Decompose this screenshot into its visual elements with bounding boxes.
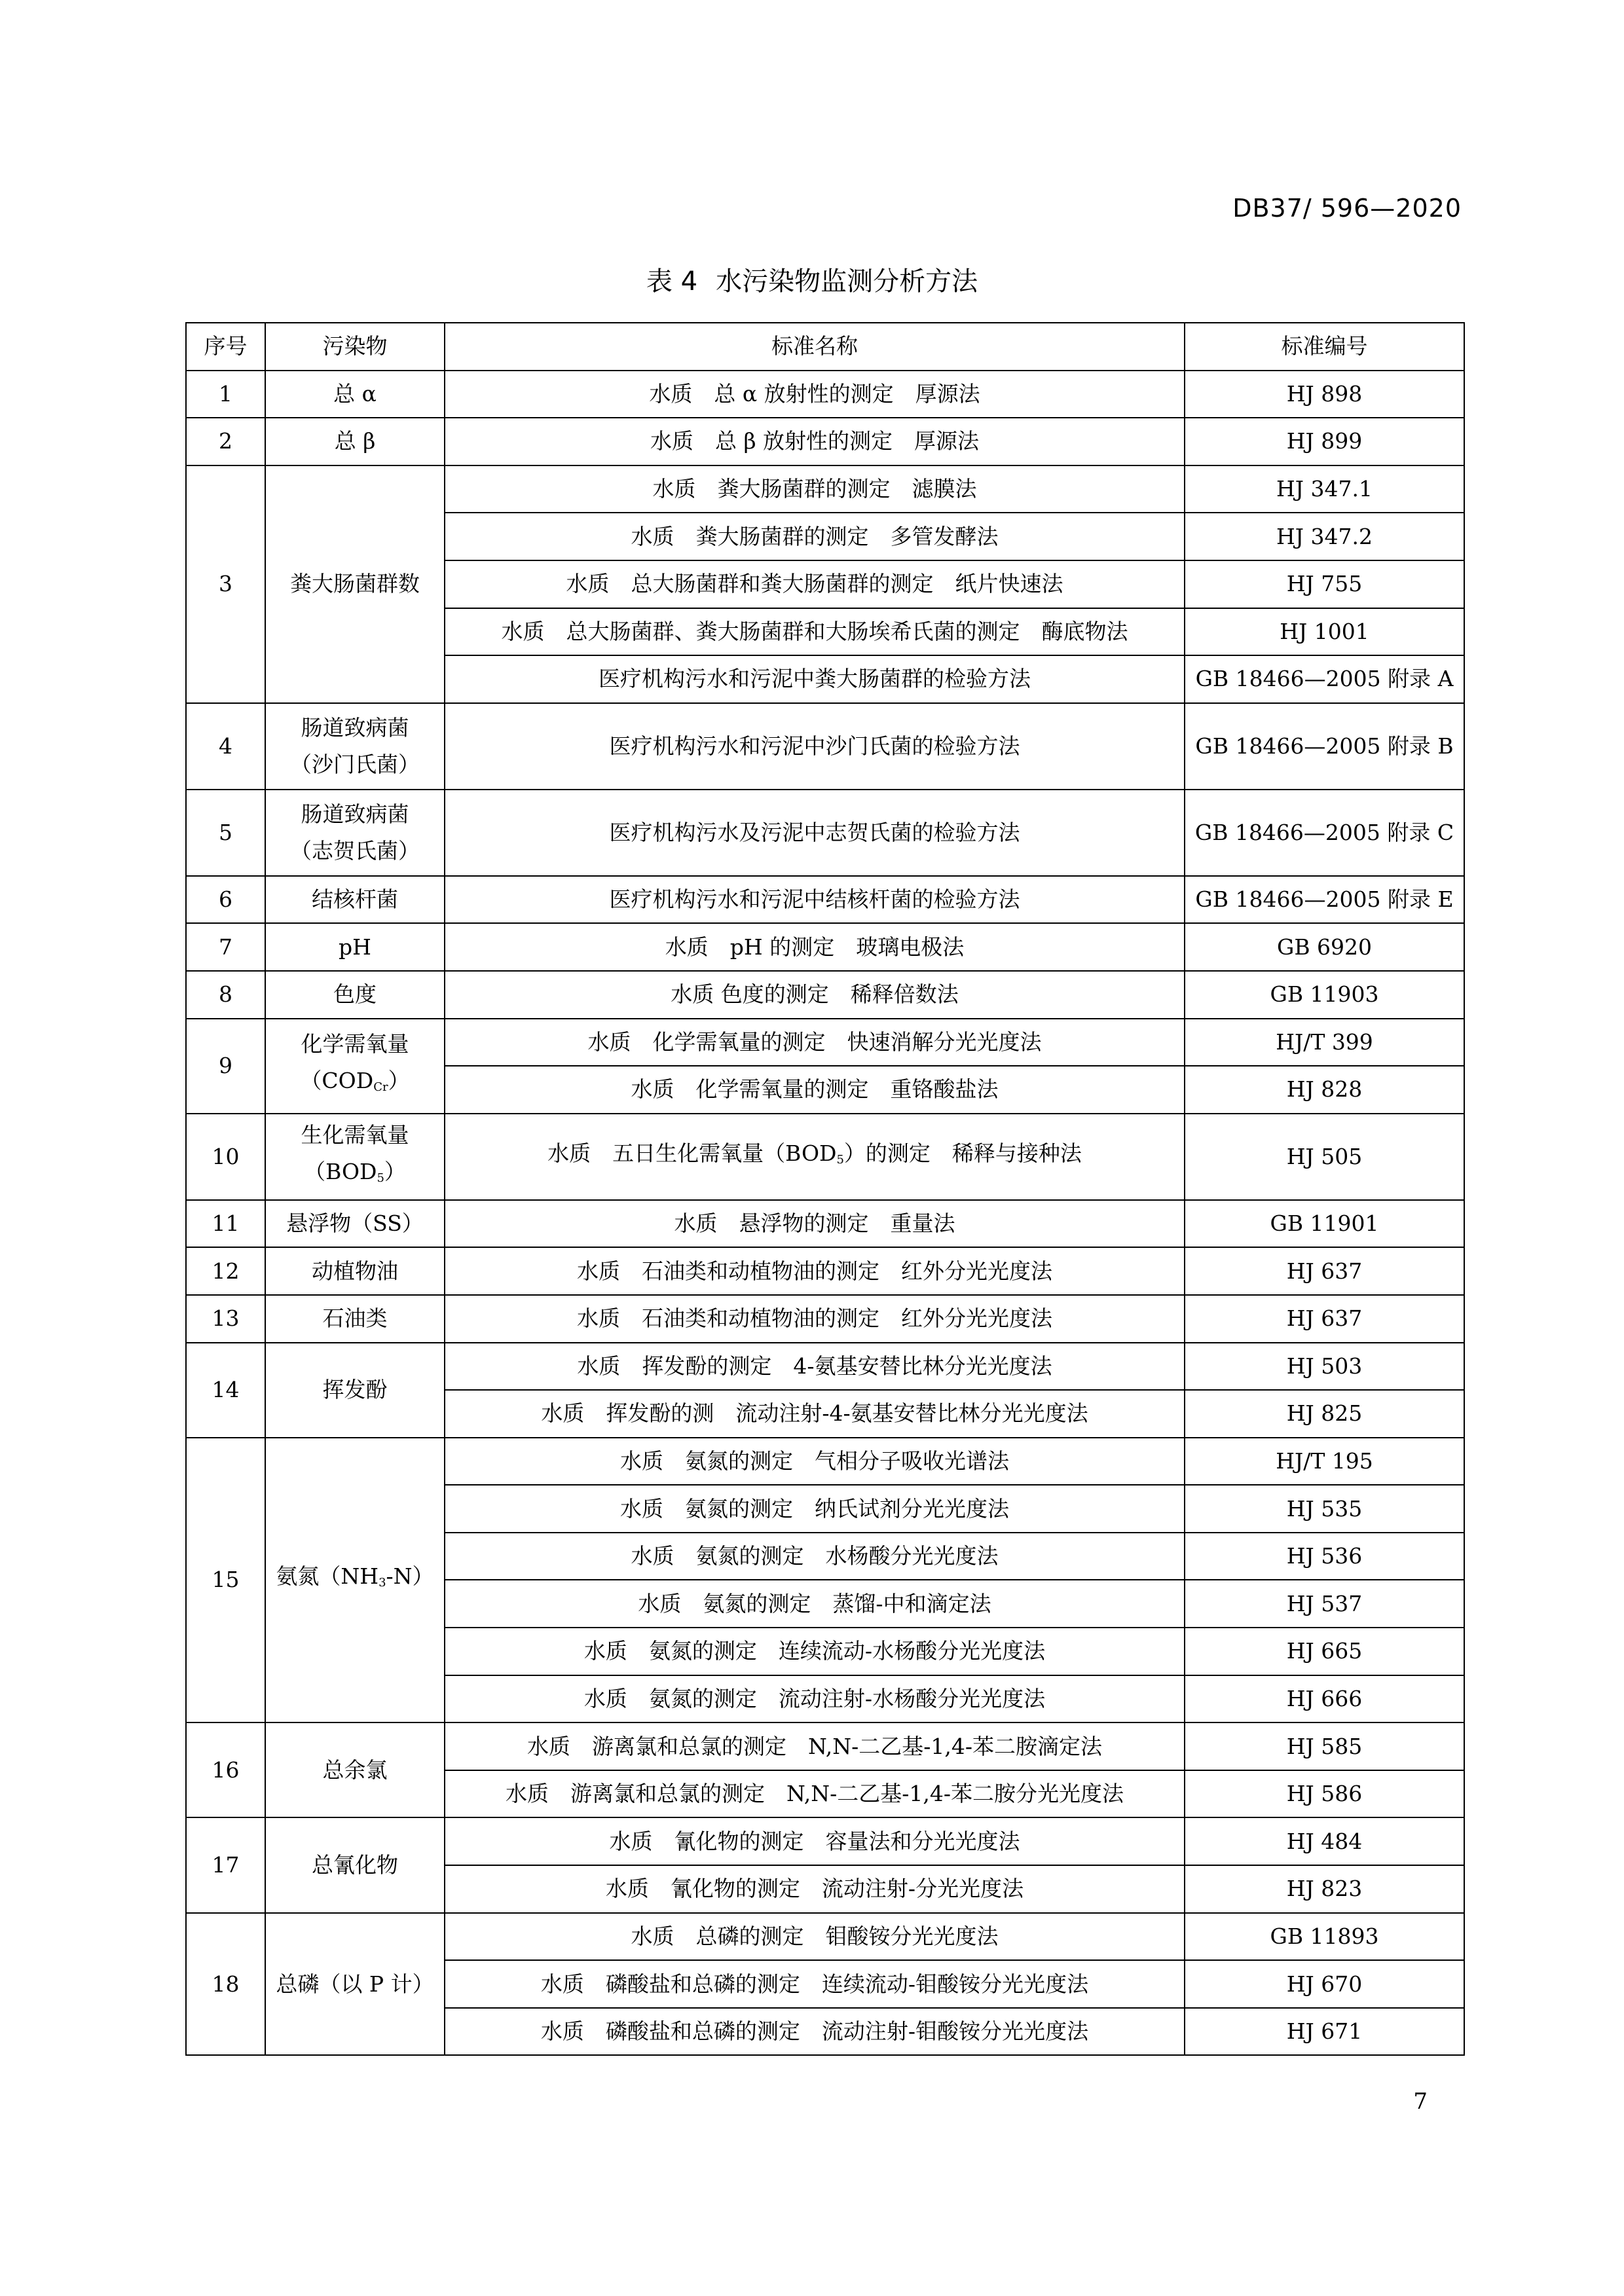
pollutant-cell: 色度: [265, 971, 445, 1019]
pollutant-cell: [265, 1438, 445, 1723]
standard-name-cell: 水质 悬浮物的测定 重量法: [445, 1200, 1185, 1248]
standard-name-cell: 水质 氰化物的测定 容量法和分光光度法: [445, 1817, 1185, 1865]
row-number: 3: [186, 465, 265, 703]
standard-code-cell: HJ 665: [1185, 1628, 1464, 1675]
standard-name-cell: 水质 磷酸盐和总磷的测定 连续流动-钼酸铵分光光度法: [445, 1960, 1185, 2008]
row-number: 2: [186, 418, 265, 465]
pollutant-line-1: 生化需氧量: [301, 1121, 409, 1148]
row-number: 10: [186, 1114, 265, 1200]
table-row: [186, 371, 1464, 418]
pollutant-cell: [265, 1114, 445, 1200]
standard-code-cell: HJ 585: [1185, 1722, 1464, 1770]
pollutant-cell: 结核杆菌: [265, 876, 445, 924]
standard-code-cell: HJ 1001: [1185, 608, 1464, 656]
table-row: [186, 1200, 1464, 1248]
pollutant-formula: （BOD: [304, 1158, 377, 1184]
standard-name-cell: 医疗机构污水和污泥中沙门氏菌的检验方法: [445, 703, 1185, 790]
row-number: 14: [186, 1343, 265, 1438]
standard-code-cell: HJ 755: [1185, 560, 1464, 608]
row-number: 12: [186, 1247, 265, 1295]
standard-name-cell: 水质 粪大肠菌群的测定 滤膜法: [445, 465, 1185, 513]
pollutant-subscript: 5: [377, 1171, 384, 1185]
standard-name-cell: 水质 游离氯和总氯的测定 N,N-二乙基-1,4-苯二胺滴定法: [445, 1722, 1185, 1770]
standard-code-cell: HJ 823: [1185, 1865, 1464, 1913]
pollutant-line-2: [268, 1154, 441, 1197]
table-header-row: [186, 323, 1464, 371]
pollutant-name: 氨氮（NH: [276, 1563, 379, 1590]
pollutant-line-1: 肠道致病菌: [301, 801, 409, 827]
pollutant-subscript: Cr: [373, 1080, 388, 1095]
standard-code-cell: HJ 484: [1185, 1817, 1464, 1865]
column-header-standard-code: 标准编号: [1185, 323, 1464, 371]
row-number: 4: [186, 703, 265, 790]
pollutant-cell: [265, 1019, 445, 1114]
standard-code-cell: GB 11901: [1185, 1200, 1464, 1248]
standard-name-post: ）的测定 稀释与接种法: [843, 1140, 1082, 1166]
row-number: 17: [186, 1817, 265, 1912]
standard-name-cell: 水质 总大肠菌群、粪大肠菌群和大肠埃希氏菌的测定 酶底物法: [445, 608, 1185, 656]
pollutant-formula-close: ）: [384, 1158, 406, 1184]
pollutant-line-2: （沙门氏菌）: [290, 751, 420, 777]
standard-code-cell: GB 11903: [1185, 971, 1464, 1019]
monitoring-methods-table: [185, 322, 1465, 2056]
table-name: 水污染物监测分析方法: [716, 266, 978, 297]
standard-code-cell: HJ 898: [1185, 371, 1464, 418]
standard-code-cell: HJ 637: [1185, 1295, 1464, 1343]
table-row: [186, 1438, 1464, 1485]
pollutant-cell: 粪大肠菌群数: [265, 465, 445, 703]
column-header-no: 序号: [186, 323, 265, 371]
standard-code-cell: HJ 537: [1185, 1580, 1464, 1628]
table-row: [186, 790, 1464, 876]
standard-name-cell: 水质 总磷的测定 钼酸铵分光光度法: [445, 1913, 1185, 1961]
standard-name-cell: 水质 氨氮的测定 连续流动-水杨酸分光光度法: [445, 1628, 1185, 1675]
pollutant-cell: 悬浮物（SS）: [265, 1200, 445, 1248]
table-title: [0, 261, 1624, 298]
standard-name-cell: 水质 氨氮的测定 流动注射-水杨酸分光光度法: [445, 1675, 1185, 1723]
standard-name-cell: 水质 挥发酚的测定 4-氨基安替比林分光光度法: [445, 1343, 1185, 1391]
pollutant-line-2: （志贺氏菌）: [290, 837, 420, 864]
table-row: [186, 923, 1464, 971]
row-number: 7: [186, 923, 265, 971]
pollutant-cell: 总氰化物: [265, 1817, 445, 1912]
standard-name-cell: 医疗机构污水及污泥中志贺氏菌的检验方法: [445, 790, 1185, 876]
standard-code-cell: HJ 899: [1185, 418, 1464, 465]
standard-name-pre: 水质 五日生化需氧量（BOD: [547, 1140, 837, 1166]
table-row: [186, 1247, 1464, 1295]
standard-code-cell: HJ 536: [1185, 1533, 1464, 1580]
column-header-standard-name: 标准名称: [445, 323, 1185, 371]
standard-code-cell: HJ 535: [1185, 1485, 1464, 1533]
table-row: [186, 703, 1464, 790]
standard-code-cell: GB 18466—2005 附录 A: [1185, 655, 1464, 703]
pollutant-formula-close: ）: [388, 1068, 410, 1094]
standard-code-cell: HJ 825: [1185, 1390, 1464, 1438]
row-number: 18: [186, 1913, 265, 2056]
row-number: 15: [186, 1438, 265, 1723]
pollutant-cell: [265, 790, 445, 876]
pollutant-cell: 动植物油: [265, 1247, 445, 1295]
pollutant-cell: [265, 703, 445, 790]
standard-code-cell: GB 18466—2005 附录 C: [1185, 790, 1464, 876]
standard-name-cell: 医疗机构污水和污泥中粪大肠菌群的检验方法: [445, 655, 1185, 703]
row-number: 1: [186, 371, 265, 418]
row-number: 13: [186, 1295, 265, 1343]
standard-name-cell: 水质 总 α 放射性的测定 厚源法: [445, 371, 1185, 418]
table-row: [186, 1817, 1464, 1865]
standard-name-cell: 水质 化学需氧量的测定 快速消解分光光度法: [445, 1019, 1185, 1066]
standard-code-cell: HJ 666: [1185, 1675, 1464, 1723]
standard-name-cell: 水质 氨氮的测定 水杨酸分光光度法: [445, 1533, 1185, 1580]
standard-code-cell: HJ/T 399: [1185, 1019, 1464, 1066]
table-number: 表 4: [646, 266, 698, 297]
table-row: [186, 465, 1464, 513]
column-header-pollutant: 污染物: [265, 323, 445, 371]
standard-name-cell: 医疗机构污水和污泥中结核杆菌的检验方法: [445, 876, 1185, 924]
standard-code-cell: GB 18466—2005 附录 B: [1185, 703, 1464, 790]
standard-code-cell: HJ 828: [1185, 1066, 1464, 1114]
standard-code-cell: GB 18466—2005 附录 E: [1185, 876, 1464, 924]
standard-name-cell: 水质 石油类和动植物油的测定 红外分光光度法: [445, 1295, 1185, 1343]
standard-code-cell: HJ 505: [1185, 1114, 1464, 1200]
standard-name-cell: [445, 1114, 1185, 1200]
standard-code-cell: HJ 586: [1185, 1770, 1464, 1818]
pollutant-formula: （COD: [300, 1068, 374, 1094]
standard-code-cell: HJ 347.1: [1185, 465, 1464, 513]
pollutant-subscript: 3: [378, 1576, 386, 1590]
table-row: [186, 971, 1464, 1019]
standard-name-cell: 水质 化学需氧量的测定 重铬酸盐法: [445, 1066, 1185, 1114]
standard-name-cell: 水质 氰化物的测定 流动注射-分光光度法: [445, 1865, 1185, 1913]
standard-name-cell: 水质 石油类和动植物油的测定 红外分光光度法: [445, 1247, 1185, 1295]
standard-name-cell: 水质 pH 的测定 玻璃电极法: [445, 923, 1185, 971]
row-number: 11: [186, 1200, 265, 1248]
standard-name-cell: 水质 氨氮的测定 气相分子吸收光谱法: [445, 1438, 1185, 1485]
standard-code-cell: GB 11893: [1185, 1913, 1464, 1961]
standard-name-subscript: 5: [836, 1152, 844, 1167]
standard-name-cell: 水质 挥发酚的测 流动注射-4-氨基安替比林分光光度法: [445, 1390, 1185, 1438]
standard-code-cell: HJ/T 195: [1185, 1438, 1464, 1485]
standard-name-cell: 水质 总 β 放射性的测定 厚源法: [445, 418, 1185, 465]
pollutant-cell: 总 β: [265, 418, 445, 465]
pollutant-cell: 总余氯: [265, 1722, 445, 1817]
standard-code-cell: HJ 637: [1185, 1247, 1464, 1295]
standard-name-cell: 水质 游离氯和总氯的测定 N,N-二乙基-1,4-苯二胺分光光度法: [445, 1770, 1185, 1818]
pollutant-cell: 石油类: [265, 1295, 445, 1343]
table-row: [186, 876, 1464, 924]
standard-code-cell: HJ 503: [1185, 1343, 1464, 1391]
pollutant-line-2: [268, 1063, 441, 1106]
table-row: [186, 1114, 1464, 1200]
standard-name-cell: 水质 磷酸盐和总磷的测定 流动注射-钼酸铵分光光度法: [445, 2008, 1185, 2056]
pollutant-cell: 总 α: [265, 371, 445, 418]
row-number: 9: [186, 1019, 265, 1114]
row-number: 5: [186, 790, 265, 876]
table-row: [186, 1722, 1464, 1770]
row-number: 16: [186, 1722, 265, 1817]
pollutant-name-close: -N）: [386, 1563, 434, 1590]
document-code: DB37/ 596—2020: [1232, 194, 1462, 223]
standard-code-cell: HJ 347.2: [1185, 513, 1464, 560]
standard-code-cell: GB 6920: [1185, 923, 1464, 971]
standard-code-cell: HJ 670: [1185, 1960, 1464, 2008]
standard-name-cell: 水质 氨氮的测定 纳氏试剂分光光度法: [445, 1485, 1185, 1533]
standard-name-cell: 水质 粪大肠菌群的测定 多管发酵法: [445, 513, 1185, 560]
standard-name-cell: 水质 总大肠菌群和粪大肠菌群的测定 纸片快速法: [445, 560, 1185, 608]
row-number: 8: [186, 971, 265, 1019]
standard-name-cell: 水质 色度的测定 稀释倍数法: [445, 971, 1185, 1019]
pollutant-cell: pH: [265, 923, 445, 971]
table-row: [186, 1295, 1464, 1343]
pollutant-cell: 挥发酚: [265, 1343, 445, 1438]
row-number: 6: [186, 876, 265, 924]
standard-code-cell: HJ 671: [1185, 2008, 1464, 2056]
table-row: [186, 1913, 1464, 1961]
pollutant-line-1: 肠道致病菌: [301, 714, 409, 740]
pollutant-cell: 总磷（以 P 计）: [265, 1913, 445, 2056]
page-number: 7: [1413, 2088, 1428, 2115]
table-row: [186, 1019, 1464, 1066]
table-row: [186, 418, 1464, 465]
pollutant-line-1: 化学需氧量: [301, 1031, 409, 1057]
standard-name-cell: 水质 氨氮的测定 蒸馏-中和滴定法: [445, 1580, 1185, 1628]
table-row: [186, 1343, 1464, 1391]
